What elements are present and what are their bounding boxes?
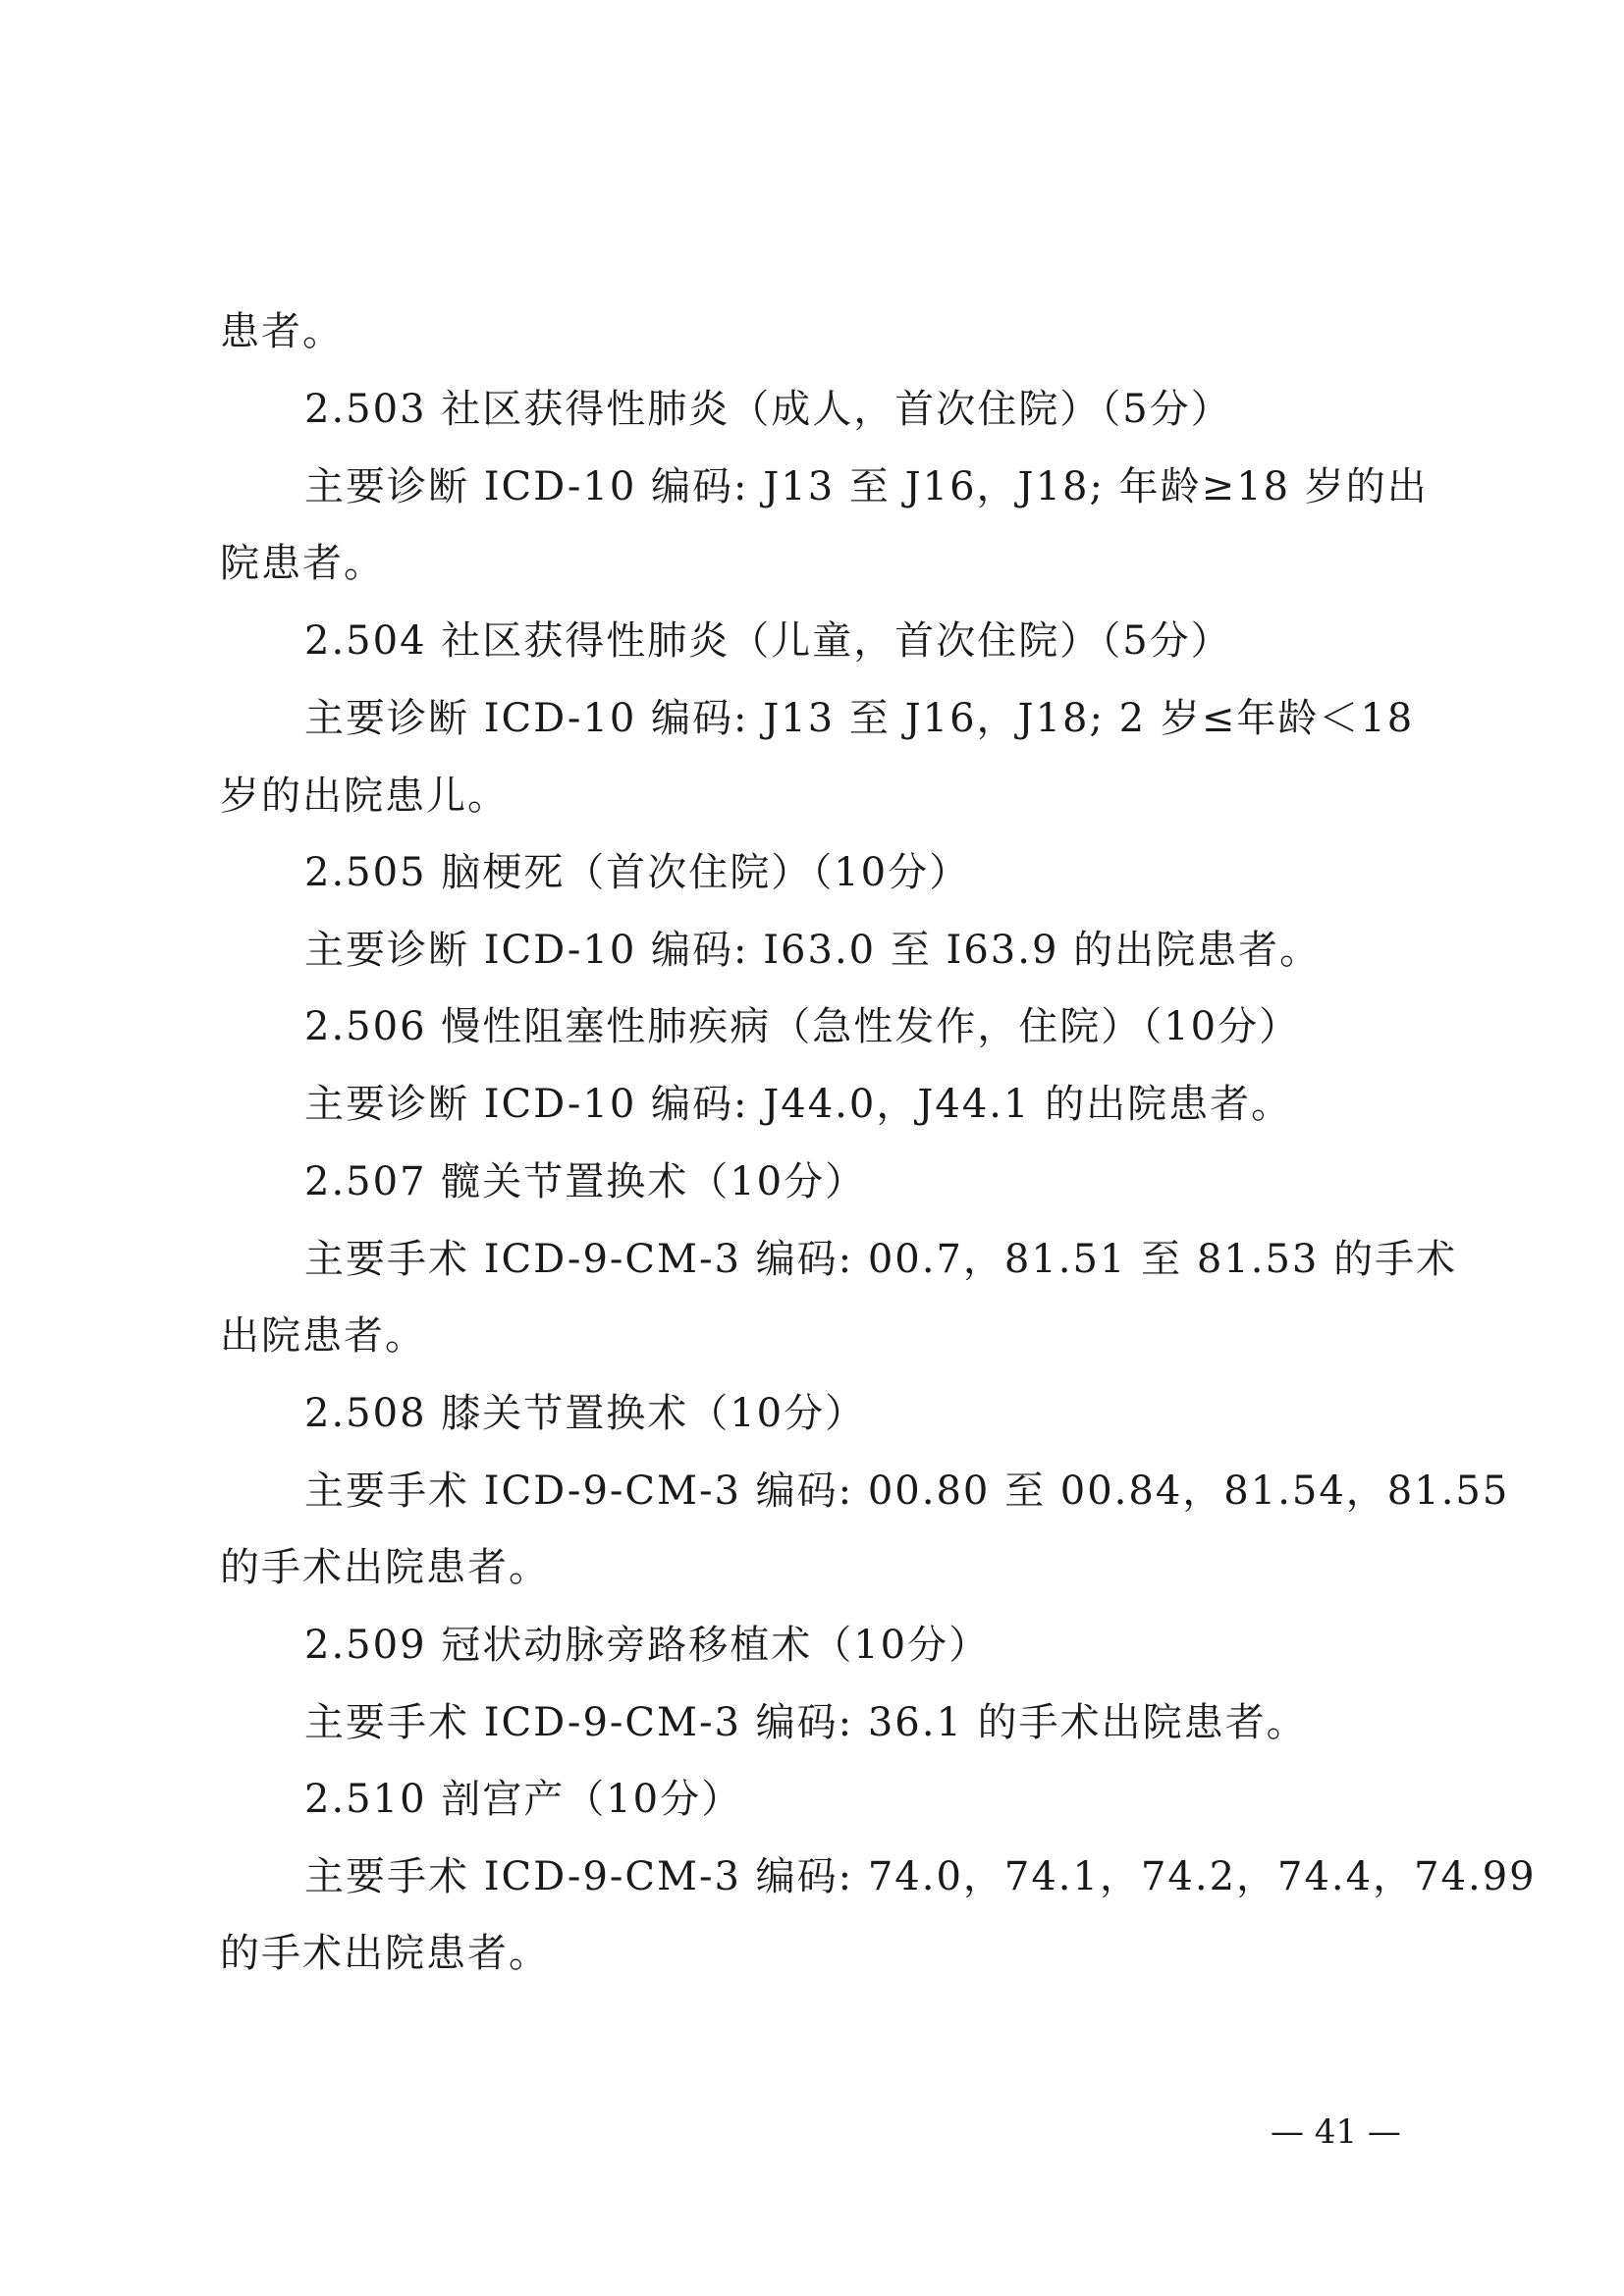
item-description-2-510: 主要手术 ICD-9-CM-3 编码: 74.0，74.1，74.2，74.4，74.99 [304,1854,1537,1899]
item-description-2-507-cont: 出院患者。 [220,1313,426,1359]
item-heading-2-510: 2.510 剖宫产（10分） [304,1777,743,1822]
item-heading-2-504: 2.504 社区获得性肺炎（儿童，首次住院）（5分） [304,618,1232,664]
item-description-2-503: 主要诊断 ICD-10 编码: J13 至 J16，J18; 年龄≥18 岁的出 [304,464,1429,509]
item-description-2-508-cont: 的手术出院患者。 [220,1545,550,1590]
item-description-2-506: 主要诊断 ICD-10 编码: J44.0，J44.1 的出院患者。 [304,1082,1293,1127]
item-heading-2-508: 2.508 膝关节置换术（10分） [304,1391,867,1436]
item-description-2-504-cont: 岁的出院患儿。 [220,774,509,819]
item-description-2-509: 主要手术 ICD-9-CM-3 编码: 36.1 的手术出院患者。 [304,1700,1308,1745]
item-description-2-505: 主要诊断 ICD-10 编码: I63.0 至 I63.9 的出院患者。 [304,928,1322,973]
paragraph-continuation: 患者。 [220,309,344,354]
item-description-2-510-cont: 的手术出院患者。 [220,1931,550,1976]
item-description-2-503-cont: 院患者。 [220,541,385,586]
item-heading-2-505: 2.505 脑梗死（首次住院）（10分） [304,850,971,895]
page-number: — 41 — [1271,2112,1401,2152]
item-heading-2-503: 2.503 社区获得性肺炎（成人，首次住院）（5分） [304,387,1232,432]
item-description-2-508: 主要手术 ICD-9-CM-3 编码: 00.80 至 00.84，81.54，81.55 [304,1468,1510,1514]
item-heading-2-509: 2.509 冠状动脉旁路移植术（10分） [304,1623,991,1668]
item-description-2-504: 主要诊断 ICD-10 编码: J13 至 J16，J18; 2 岁≤年龄＜18 [304,696,1415,741]
item-heading-2-506: 2.506 慢性阻塞性肺疾病（急性发作，住院）（10分） [304,1004,1301,1049]
item-heading-2-507: 2.507 髋关节置换术（10分） [304,1159,867,1204]
item-description-2-507: 主要手术 ICD-9-CM-3 编码: 00.7，81.51 至 81.53 的手术 [304,1237,1458,1282]
